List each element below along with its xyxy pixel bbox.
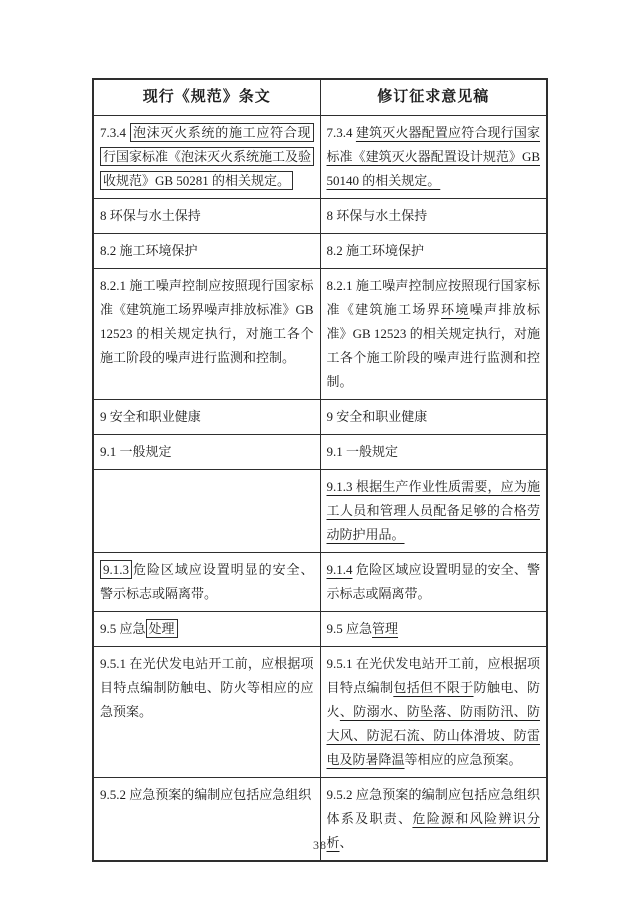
cell-current-clause (93, 470, 320, 553)
table-row (93, 470, 547, 553)
text-segment-plain: 9.5.1 在光伏发电站开工前，应根据项目特点编制 (326, 656, 540, 695)
text-segment-underline: 包括但不限于 (393, 680, 474, 695)
table-row (93, 553, 547, 612)
text-segment-underline: 9.1.3 根据生产作业性质需要，应为施工人员和管理人员配备足够的合格劳动防护用品。 (326, 479, 540, 542)
text-segment-underline: 管理 (372, 621, 399, 636)
cell-current-clause (93, 435, 320, 470)
text-segment-plain: 等相应的应急预案。 (404, 752, 522, 767)
cell-current-clause (93, 269, 320, 400)
text-segment-plain: 8.2 施工环境保护 (326, 243, 425, 258)
text-segment-plain: 9 安全和职业健康 (100, 409, 201, 424)
text-segment-underline: 9.1.4 (326, 562, 353, 577)
text-segment-plain: 9 安全和职业健康 (326, 409, 428, 424)
cell-revised-draft (320, 470, 547, 553)
cell-current-clause (93, 199, 320, 234)
table-body (93, 116, 547, 862)
table-row (93, 400, 547, 435)
text-segment-plain: 8 环保与水土保持 (326, 208, 428, 223)
text-segment-plain: 8.2.1 施工噪声控制应按照现行国家标准《建筑施工场界噪声排放标准》GB 12523 的相关规定执行，对施工各个施工阶段的噪声进行监测和控制。 (100, 278, 314, 365)
cell-current-clause (93, 553, 320, 612)
cell-revised-draft (320, 199, 547, 234)
text-segment-box: 9.1.3 (100, 560, 132, 579)
text-segment-plain: 9.5.2 应急预案的编制应包括应急组织 (100, 787, 312, 802)
text-segment-plain: 7.3.4 (100, 125, 130, 140)
text-segment-plain: 9.5.1 在光伏发电站开工前，应根据项目特点编制防触电、防火等相应的应急预案。 (100, 656, 314, 719)
text-segment-underline: 危险源和风险辨识分析 (326, 811, 540, 850)
page-number: 38 (313, 838, 327, 852)
table-header-row (93, 79, 547, 116)
text-segment-box: 处理 (146, 619, 178, 638)
text-segment-underline: 环境 (441, 302, 470, 317)
text-segment-plain: 8.2 施工环境保护 (100, 243, 198, 258)
column-header-current-clause: 现行《规范》条文 (93, 79, 320, 116)
table-row (93, 612, 547, 647)
text-segment-plain: 9.1 一般规定 (100, 444, 172, 459)
text-segment-underline: 、防溺水、防坠落、防雨防汛、防大风、防泥石流、防山体滑坡、防雷电及防暑降温 (326, 704, 540, 767)
cell-current-clause (93, 400, 320, 435)
text-segment-plain: 8 环保与水土保持 (100, 208, 201, 223)
text-segment-plain: 防触电、防火 (326, 680, 540, 719)
table-row (93, 199, 547, 234)
cell-current-clause (93, 116, 320, 199)
table-row (93, 647, 547, 778)
cell-revised-draft (320, 269, 547, 400)
cell-revised-draft (320, 435, 547, 470)
cell-revised-draft (320, 647, 547, 778)
text-segment-plain: 9.5 应急 (326, 621, 373, 636)
text-segment-plain: 噪声排放标准》GB 12523 的相关规定执行，对施工各个施工阶段的噪声进行监测和控制。 (326, 302, 540, 389)
text-segment-plain: 、 (339, 835, 353, 850)
text-segment-plain: 危险区域应设置明显的安全、警示标志或隔离带。 (100, 562, 314, 601)
table-row (93, 234, 547, 269)
cell-revised-draft (320, 553, 547, 612)
table-row (93, 435, 547, 470)
column-header-revised-draft: 修订征求意见稿 (320, 79, 547, 116)
cell-revised-draft (320, 400, 547, 435)
text-segment-box: 泡沫灭火系统的施工应符合现行国家标准《泡沫灭火系统施工及验收规范》GB 50281 的相关规定。 (100, 123, 314, 190)
table-row (93, 269, 547, 400)
cell-revised-draft (320, 234, 547, 269)
cell-current-clause (93, 612, 320, 647)
cell-current-clause (93, 647, 320, 778)
text-segment-plain: 危险区域应设置明显的安全、警示标志或隔离带。 (326, 562, 540, 601)
text-segment-plain: 7.3.4 (326, 125, 356, 140)
cell-revised-draft (320, 116, 547, 199)
table-row (93, 116, 547, 199)
text-segment-plain: 9.5.2 应急预案的编制应包括应急组织体系及职责、 (326, 787, 540, 826)
text-segment-underline: 建筑灭火器配置应符合现行国家标准《建筑灭火器配置设计规范》GB 50140 的相关规定。 (326, 125, 540, 188)
cell-current-clause (93, 234, 320, 269)
text-segment-plain: 9.1 一般规定 (326, 444, 399, 459)
text-segment-plain: 9.5 应急 (100, 621, 146, 636)
cell-revised-draft (320, 612, 547, 647)
text-segment-plain: 8.2.1 施工噪声控制应按照现行国家标准《建筑施工场界 (326, 278, 540, 317)
comparison-table (92, 78, 548, 862)
